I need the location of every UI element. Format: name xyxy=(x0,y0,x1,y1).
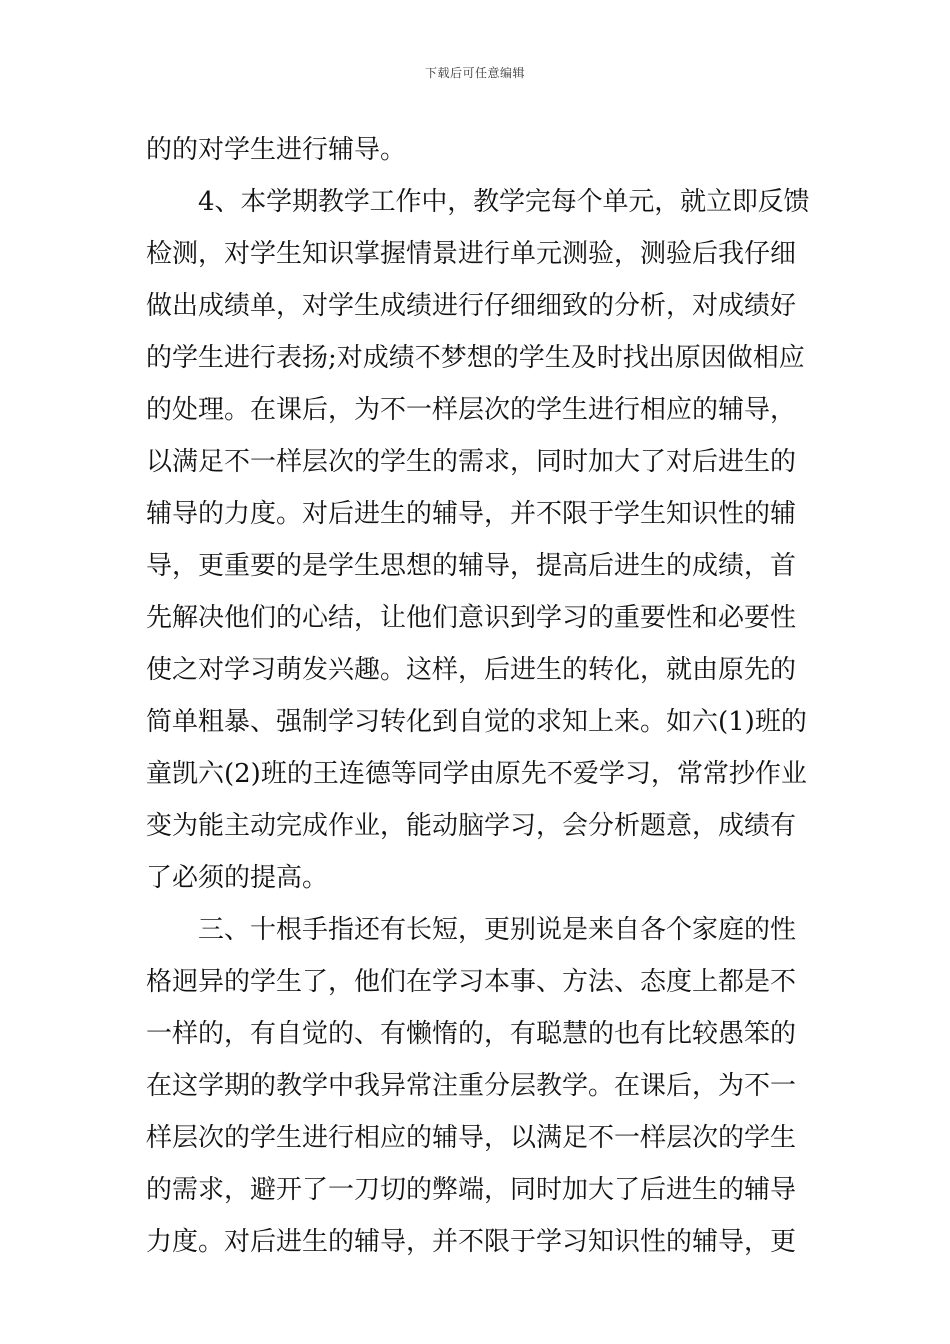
text-line: 的处理。在课后，为不一样层次的学生进行相应的辅导， xyxy=(146,395,797,425)
page-header: 下载后可任意编辑 xyxy=(424,66,525,80)
text-line: 以满足不一样层次的学生的需求，同时加大了对后进生的 xyxy=(146,447,797,477)
text-line: 童凯六(2)班的王连德等同学由原先不爱学习，常常抄作业 xyxy=(146,759,807,789)
text-line: 了必须的提高。 xyxy=(146,863,329,893)
text-line: 三、十根手指还有长短，更别说是来自各个家庭的性 xyxy=(198,915,797,945)
document-body xyxy=(146,124,810,1268)
text-line: 检测，对学生知识掌握情景进行单元测验，测验后我仔细 xyxy=(146,239,797,269)
text-line: 的需求，避开了一刀切的弊端，同时加大了后进生的辅导 xyxy=(146,1175,797,1205)
text-line: 的的对学生进行辅导。 xyxy=(146,135,407,165)
text-line: 4、本学期教学工作中，教学完每个单元，就立即反馈 xyxy=(198,187,810,217)
text-line: 样层次的学生进行相应的辅导，以满足不一样层次的学生 xyxy=(146,1123,797,1153)
text-line: 的学生进行表扬;对成绩不梦想的学生及时找出原因做相应 xyxy=(146,343,805,373)
text-line: 先解决他们的心结，让他们意识到学习的重要性和必要性 xyxy=(146,603,797,633)
text-line: 一样的，有自觉的、有懒惰的，有聪慧的也有比较愚笨的 xyxy=(146,1019,797,1049)
text-line: 做出成绩单，对学生成绩进行仔细细致的分析，对成绩好 xyxy=(146,291,797,321)
text-line: 简单粗暴、强制学习转化到自觉的求知上来。如六(1)班的 xyxy=(146,707,807,737)
text-line: 在这学期的教学中我异常注重分层教学。在课后，为不一 xyxy=(146,1071,797,1101)
text-line: 变为能主动完成作业，能动脑学习，会分析题意，成绩有 xyxy=(146,811,797,841)
text-line: 使之对学习萌发兴趣。这样，后进生的转化，就由原先的 xyxy=(146,655,797,685)
text-line: 导，更重要的是学生思想的辅导，提高后进生的成绩，首 xyxy=(146,551,797,581)
text-line: 力度。对后进生的辅导，并不限于学习知识性的辅导，更 xyxy=(146,1227,797,1257)
text-line: 格迥异的学生了，他们在学习本事、方法、态度上都是不 xyxy=(146,967,797,997)
text-line: 辅导的力度。对后进生的辅导，并不限于学生知识性的辅 xyxy=(146,499,797,529)
